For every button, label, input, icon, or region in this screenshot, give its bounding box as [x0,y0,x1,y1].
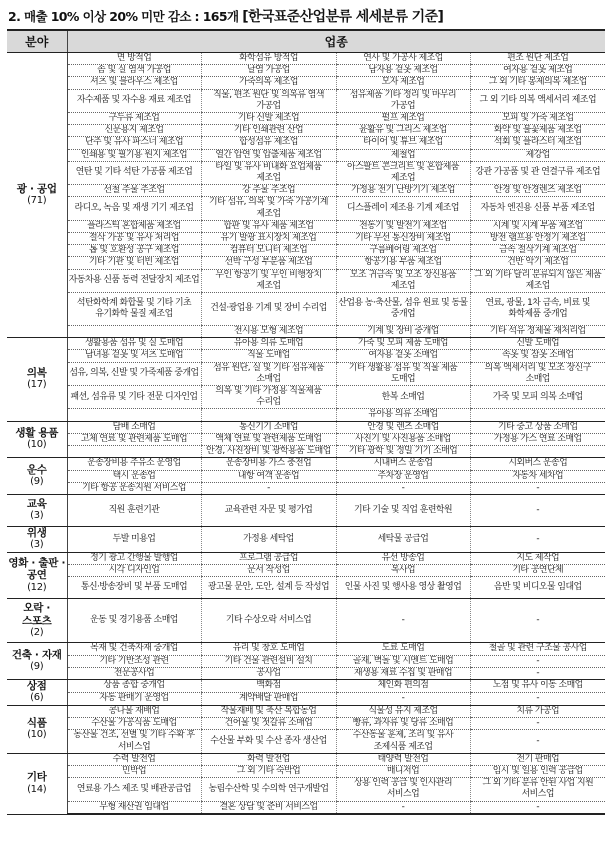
industry-cell: 재생용 재료 수집 및 판매업 [336,667,470,679]
industry-cell: 기타 생활용 섬유 및 직물 제품 도매업 [336,362,470,385]
industry-cell: - [470,526,605,552]
table-row [7,494,605,526]
industry-cell: 목재 및 건축자재 중개업 [67,643,201,655]
industry-cell: 가정용 전기 난방기기 제조업 [336,185,470,197]
industry-cell: 자동차 세차업 [470,470,605,482]
industry-cell: 유리 및 창호 도매업 [201,643,336,655]
industry-cell: 펄프 제조업 [336,113,470,125]
table-row [7,233,605,245]
industry-cell: 연료용 가스 제조 및 배관공급업 [67,778,201,801]
industry-cell: - [470,655,605,667]
industry-cell: 자동차용 신품 동력 전달장치 제조업 [67,269,201,292]
industry-cell: 안경, 사진장비 및 광학용품 도매업 [201,446,336,458]
industry-cell: 안경 및 안경렌즈 제조업 [470,185,605,197]
category-count: (10) [27,439,47,451]
table-row [7,446,605,458]
table-row [7,718,605,730]
industry-cell: 문서 작성업 [201,565,336,577]
table-row [7,801,605,814]
industry-cell: 직원 훈련기관 [67,494,201,526]
table-row [7,197,605,220]
table-row [7,53,605,65]
industry-cell: - [336,482,470,494]
industry-cell: 정기 광고 간행물 발행업 [67,552,201,564]
category-count: (14) [27,783,47,795]
industry-cell: 그 외 기타 분류 안된 사업 지원 서비스업 [470,778,605,801]
industry-cell: 유아용 의류 도매업 [201,338,336,350]
industry-cell: 운송장비용 가스 충전업 [201,458,336,470]
industry-cell: 고체 연료 및 관련제품 도매업 [67,433,201,445]
category-count: (9) [30,476,44,488]
table-body [7,53,605,815]
table-header-row [7,30,605,53]
industry-cell: 모조 귀금속 및 모조 장신용품 제조업 [336,269,470,292]
industry-cell: - [470,692,605,705]
industry-cell: 임시 및 일용 인력 공급업 [470,765,605,777]
industry-cell: 안경 및 렌즈 소매업 [336,421,470,433]
industry-cell: 작물재배 및 축산 복합농업 [201,705,336,717]
industry-cell: 여자용 겉옷 제조업 [470,65,605,77]
industry-cell: 날염 가공업 [201,65,336,77]
table-row [7,293,605,326]
industry-cell: 택시 운송업 [67,470,201,482]
industry-cell [67,409,201,421]
industry-cell: 아스팔트 콘크리트 및 혼합제품 제조업 [336,161,470,184]
industry-header: 업종 [67,30,605,53]
industry-cell: 신문용지 제조업 [67,125,201,137]
category-cell [7,421,67,458]
table-row [7,599,605,643]
industry-cell: 남자용 겉옷 제조업 [336,65,470,77]
industry-cell: 치류 가공업 [470,705,605,717]
industry-cell: 속옷 및 잠옷 소매업 [470,350,605,362]
table-row [7,149,605,161]
industry-cell: 선박 구성 부분품 제조업 [201,257,336,269]
category-name: 광 · 공업 [16,182,57,195]
table-row [7,643,605,655]
industry-cell: 한복 소매업 [336,386,470,409]
table-row [7,753,605,765]
industry-cell: 인쇄용 및 필기용 원지 제조업 [67,149,201,161]
category-header: 분야 [7,30,67,53]
industry-cell: - [336,599,470,643]
industry-cell: 그 외 기타 달리 분류되지 않은 제품 제조업 [470,269,605,292]
industry-cell: 기타 무선 통신장비 제조업 [336,233,470,245]
category-cell [7,552,67,598]
table-row [7,257,605,269]
table-row [7,409,605,421]
category-count: (3) [30,539,44,551]
industry-cell [67,446,201,458]
industry-cell: 인물 사진 및 행사용 영상 촬영업 [336,577,470,599]
table-row [7,161,605,184]
industry-cell: 건반 악기 제조업 [470,257,605,269]
industry-cell: 건설·광업용 기계 및 장비 수리업 [201,293,336,326]
table-row [7,269,605,292]
table-row [7,705,605,717]
industry-cell: 운송장비용 주유소 운영업 [67,458,201,470]
industry-cell: 무인 항공기 및 무인 비행장치 제조업 [201,269,336,292]
industry-cell: 주차장 운영업 [336,470,470,482]
industry-cell: 기타 공연단체 [470,565,605,577]
industry-cell: 상품 종합 중개업 [67,679,201,692]
industry-cell: - [470,599,605,643]
table-row [7,350,605,362]
industry-cell [67,326,201,338]
industry-cell: 민박업 [67,765,201,777]
industry-cell: 수산물 가공식품 도매업 [67,718,201,730]
table-row [7,730,605,753]
industry-cell: 톱 및 호환성 공구 제조업 [67,245,201,257]
industry-cell: 통신·방송장비 및 부품 도매업 [67,577,201,599]
table-row [7,326,605,338]
table-row [7,421,605,433]
industry-cell: 선철 주물 주조업 [67,185,201,197]
industry-cell: 농림수산학 및 수의학 연구개발업 [201,778,336,801]
industry-cell: 매니저업 [336,765,470,777]
industry-cell: 합판 및 유사 제품 제조업 [201,220,336,232]
category-count: (6) [30,692,44,704]
industry-cell: - [201,482,336,494]
industry-cell: 시내버스 운송업 [336,458,470,470]
industry-cell: 석탄화학계 화합물 및 기타 기초 유기화학 물질 제조업 [67,293,201,326]
table-row [7,778,605,801]
industry-cell: 액체 연료 및 관련제품 도매업 [201,433,336,445]
industry-cell: 직물 도매업 [201,350,336,362]
industry-cell: 유아용 의류 소매업 [336,409,470,421]
industry-cell: 제강업 [470,149,605,161]
industry-cell: - [470,667,605,679]
table-row [7,386,605,409]
industry-cell: 강 주물 주조업 [201,185,336,197]
industry-cell: 기계 및 장비 중개업 [336,326,470,338]
category-count: (17) [27,379,47,391]
industry-cell: 신발 도매업 [470,338,605,350]
table-row [7,765,605,777]
industry-cell: 기타 신발 제조업 [201,113,336,125]
industry-cell: 컴퓨터 모니터 제조업 [201,245,336,257]
table-row [7,338,605,350]
category-cell [7,599,67,643]
industry-cell: 상용 인력 공급 및 인사관리 서비스업 [336,778,470,801]
industry-cell: 자동 판매기 운영업 [67,692,201,705]
category-name: 교육 [26,497,47,510]
industry-cell: 교육관련 자문 및 평가업 [201,494,336,526]
industry-cell: 두발 미용업 [67,526,201,552]
industry-cell: 그 외 기타 봉제의복 제조업 [470,77,605,89]
industry-cell: 패션, 섬유류 및 기타 전문 디자인업 [67,386,201,409]
category-cell [7,705,67,753]
category-name: 오락 · 스포츠 [21,602,52,627]
industry-cell: 농산물 건조, 선별 및 기타 수확 후 서비스업 [67,730,201,753]
industry-cell: 항공기용 부품 제조업 [336,257,470,269]
industry-cell: 라디오, 녹음 및 재생 기기 제조업 [67,197,201,220]
industry-cell: 시각 디자인업 [67,565,201,577]
category-count: (12) [27,581,47,593]
industry-cell: 연사 및 가공사 제조업 [336,53,470,65]
industry-cell: - [470,801,605,814]
industry-cell: 유기 발광 표시장치 제조업 [201,233,336,245]
category-name: 건축 · 자재 [11,648,62,661]
category-name: 영화 · 출판 · 공연 [8,556,66,582]
industry-cell: 기타 건물 관련설비 설치 [201,655,336,667]
industry-cell: 구름베어링 제조업 [336,245,470,257]
industry-cell [470,409,605,421]
table-row [7,137,605,149]
industry-cell [470,446,605,458]
category-name: 기타 [26,771,47,784]
industry-cell: 수력 발전업 [67,753,201,765]
industry-cell: 사진기 및 사진용품 소매업 [336,433,470,445]
table-row [7,679,605,692]
industry-cell: 합성섬유 제조업 [201,137,336,149]
industry-cell: 연탄 및 기타 석탄 가공품 제조업 [67,161,201,184]
industry-cell: 식물성 유지 제조업 [336,705,470,717]
industry-cell: 가죽의복 제조업 [201,77,336,89]
industry-cell: 모자 제조업 [336,77,470,89]
industry-cell: 직물, 편조 원단 및 의복류 염색 가공업 [201,89,336,112]
table-row [7,577,605,599]
industry-cell: 프로그램 공급업 [201,552,336,564]
industry-cell: 화학섬유 방적업 [201,53,336,65]
industry-cell: 기타 항공 운송지원 서비스업 [67,482,201,494]
industry-cell: 수산동물 훈제, 조리 및 유사 조제식품 제조업 [336,730,470,753]
industry-cell: 세탁물 공급업 [336,526,470,552]
table-row [7,565,605,577]
industry-cell: 생활용품 섬유 및 실 도매업 [67,338,201,350]
industry-cell: 유선 방송업 [336,552,470,564]
category-name: 상점 [26,679,47,692]
industry-cell: 의복 및 기타 가정용 직물제품 수리업 [201,386,336,409]
industry-cell: 셔츠 및 블라우스 제조업 [67,77,201,89]
industry-cell: 기타 기관 및 터빈 제조업 [67,257,201,269]
table-row [7,458,605,470]
table-row [7,362,605,385]
category-name: 의복 [26,366,47,379]
industry-cell: 체인화 편의점 [336,679,470,692]
table-row [7,113,605,125]
category-name: 위생 [26,526,47,539]
category-cell [7,753,67,814]
industry-cell: 가죽 및 모피 제품 도매업 [336,338,470,350]
industry-cell: 윤활유 및 그리스 제조업 [336,125,470,137]
industry-cell: 화력 발전업 [201,753,336,765]
industry-cell: 내항 여객 운송업 [201,470,336,482]
industry-table [7,29,605,815]
industry-cell: 화약 및 불꽃제품 제조업 [470,125,605,137]
table-row [7,692,605,705]
industry-cell: 시계 및 시계 부품 제조업 [470,220,605,232]
category-count: (3) [30,510,44,522]
industry-cell: 금속 절삭기계 제조업 [470,245,605,257]
category-name: 식품 [26,716,47,729]
industry-cell [201,409,336,421]
industry-cell: 운동 및 경기용품 소매업 [67,599,201,643]
industry-cell: 전문공사업 [67,667,201,679]
industry-cell: - [470,718,605,730]
category-count: (10) [27,729,47,741]
industry-cell: 건어물 및 젓갈류 소매업 [201,718,336,730]
category-cell [7,494,67,526]
industry-cell: 기타 중고 상품 소매업 [470,421,605,433]
industry-cell: 공사업 [201,667,336,679]
industry-cell: 기타 기반조성 관련 [67,655,201,667]
table-row [7,433,605,445]
industry-cell: 열간 압연 및 압출제품 제조업 [201,149,336,161]
table-row [7,220,605,232]
industry-cell: 편조 원단 제조업 [470,53,605,65]
industry-cell: 가죽 및 모피 의복 소매업 [470,386,605,409]
industry-cell: 자수제품 및 자수용 재료 제조업 [67,89,201,112]
industry-cell: 계약배달 판매업 [201,692,336,705]
industry-cell: 자동차 엔진용 신품 부품 제조업 [470,197,605,220]
category-cell [7,643,67,680]
industry-cell: 솜 및 실 염색 가공업 [67,65,201,77]
industry-cell: 남녀용 겉옷 및 셔츠 도매업 [67,350,201,362]
industry-cell: 구두류 제조업 [67,113,201,125]
category-count: (2) [30,627,44,639]
industry-cell: 기타 섬유, 의복 및 가죽 가공기계 제조업 [201,197,336,220]
industry-cell: 전동기 및 발전기 제조업 [336,220,470,232]
category-cell [7,679,67,705]
industry-cell: - [336,801,470,814]
industry-cell: 석회 및 플라스터 제조업 [470,137,605,149]
table-row [7,89,605,112]
table-row [7,470,605,482]
industry-cell: 음반 및 비디오물 임대업 [470,577,605,599]
industry-cell: 산업용 농·축산물, 섬유 원료 및 동물 중개업 [336,293,470,326]
document-title [8,6,443,24]
table-row [7,125,605,137]
industry-cell: 플라스틱 혼합제품 제조업 [67,220,201,232]
industry-cell: - [470,494,605,526]
industry-cell: 백화점 [201,679,336,692]
industry-cell: - [470,482,605,494]
industry-cell: 섬유제품 기타 정리 및 마무리 가공업 [336,89,470,112]
industry-cell: 면 방적업 [67,53,201,65]
industry-cell: 철골 및 관련 구조물 공사업 [470,643,605,655]
industry-cell: 타이어 및 튜브 제조업 [336,137,470,149]
industry-cell: 노점 및 유사 이동 소매업 [470,679,605,692]
industry-cell: 절삭 가공 및 유사 처리업 [67,233,201,245]
industry-cell: 시외버스 운송업 [470,458,605,470]
industry-cell: 기타 기술 및 직업 훈련학원 [336,494,470,526]
table-row [7,245,605,257]
industry-cell: - [470,730,605,753]
industry-cell: 그 외 기타 숙박업 [201,765,336,777]
table-row [7,77,605,89]
industry-cell: 전기 판매업 [470,753,605,765]
industry-cell: 골재, 벽돌 및 시멘트 도매업 [336,655,470,667]
industry-cell: 섬유 원단, 실 및 기타 섬유제품 소매업 [201,362,336,385]
industry-cell: 광고물 문안, 도안, 설계 등 작성업 [201,577,336,599]
industry-cell: 복사업 [336,565,470,577]
industry-cell: 여자용 겉옷 소매업 [336,350,470,362]
industry-cell: - [336,692,470,705]
table-row [7,482,605,494]
table-row [7,655,605,667]
table-row [7,185,605,197]
industry-cell: 모피 및 가죽 제조업 [470,113,605,125]
title-prefix: 2. 매출 10% 이상 20% 미만 감소 : 165개 [8,9,239,24]
industry-cell: 가정용 가스 연료 소매업 [470,433,605,445]
industry-cell: 무형 재산권 임대업 [67,801,201,814]
industry-cell: 결혼 상담 및 준비 서비스업 [201,801,336,814]
industry-cell: 제철업 [336,149,470,161]
category-count: (9) [30,661,44,673]
industry-cell: 전시용 모형 제조업 [201,326,336,338]
industry-cell: 통신기기 소매업 [201,421,336,433]
industry-cell: 콩나물 재배업 [67,705,201,717]
industry-cell: 연료, 광물, 1차 금속, 비료 및 화학제품 중개업 [470,293,605,326]
industry-cell: 기타 석유 정제물 재처리업 [470,326,605,338]
industry-cell: 타일 및 유사 비내화 요업제품 제조업 [201,161,336,184]
category-cell [7,458,67,495]
industry-cell: 강관 가공품 및 관 연결구류 제조업 [470,161,605,184]
category-cell [7,526,67,552]
category-name: 운수 [26,463,47,476]
industry-cell: 빵류, 과자류 및 당류 소매업 [336,718,470,730]
industry-cell: 기타 수상오락 서비스업 [201,599,336,643]
industry-cell: 태양력 발전업 [336,753,470,765]
industry-cell: 담배 소매업 [67,421,201,433]
industry-cell: 도료 도매업 [336,643,470,655]
category-name: 생활 용품 [15,426,59,439]
industry-cell: 의복 액세서리 및 모조 장신구 소매업 [470,362,605,385]
industry-cell: 기타 광학 및 정밀 기기 소매업 [336,446,470,458]
title-classification: [한국표준산업분류 세세분류 기준] [242,9,444,25]
industry-cell: 단추 및 유사 파스너 제조업 [67,137,201,149]
table-row [7,552,605,564]
industry-cell: 지도 제작업 [470,552,605,564]
industry-cell: 가정용 세탁업 [201,526,336,552]
industry-cell: 그 외 기타 의복 액세서리 제조업 [470,89,605,112]
industry-cell: 디스플레이 제조용 기계 제조업 [336,197,470,220]
industry-cell: 수산물 부화 및 수산 종자 생산업 [201,730,336,753]
category-count: (71) [27,195,47,207]
table-row [7,667,605,679]
table-row [7,65,605,77]
industry-cell: 기타 인쇄관련 산업 [201,125,336,137]
industry-cell: 방전 램프용 안정기 제조업 [470,233,605,245]
category-cell [7,338,67,421]
category-cell [7,53,67,338]
industry-cell: 섬유, 의복, 신발 및 가죽제품 중개업 [67,362,201,385]
table-row [7,526,605,552]
